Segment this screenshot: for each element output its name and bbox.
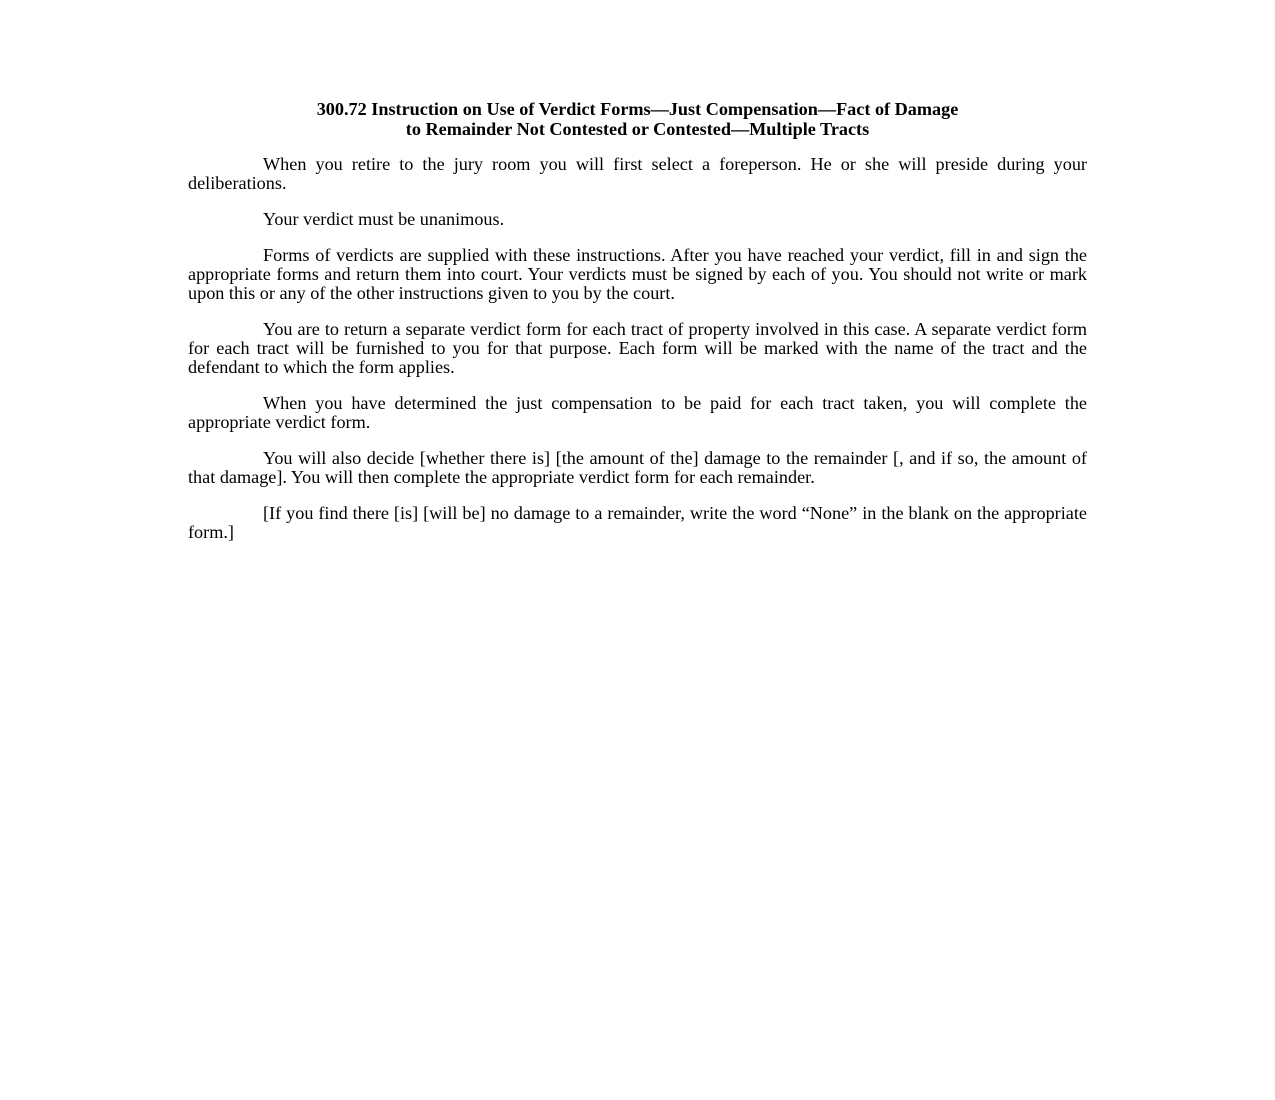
- paragraph-no-damage: [If you find there [is] [will be] no damage to a remainder, write the word “None” in the blank on the appropriate form.]: [188, 502, 1087, 542]
- document-page: [188, 100, 1087, 559]
- paragraph-unanimous: Your verdict must be unanimous.: [263, 208, 505, 229]
- title-line-2: to Remainder Not Contested or Contested—Multiple Tracts: [405, 118, 870, 139]
- title-line-1: 300.72 Instruction on Use of Verdict Forms—Just Compensation—Fact of Damage: [316, 99, 959, 119]
- document-title: [188, 100, 1087, 139]
- paragraph-forms-of-verdicts: Forms of verdicts are supplied with these instructions. After you have reached your verdict, fill in and sign the appropriate forms and return them into court. Your verdicts must be signed by each of you. You should not write or mark upon this or any of the other instructions given to you by the court.: [188, 244, 1087, 304]
- paragraph-remainder-damage: You will also decide [whether there is] [the amount of the] damage to the remainder [, and if so, the amount of that damage]. You will then complete the appropriate verdict form for each remainder.: [188, 447, 1087, 487]
- paragraph-just-compensation: When you have determined the just compensation to be paid for each tract taken, you will complete the appropriate verdict form.: [188, 392, 1087, 433]
- paragraph-separate-form: You are to return a separate verdict form for each tract of property involved in this case. A separate verdict form for each tract will be furnished to you for that purpose. Each form will be marked with the name of the tract and the defendant to which the form applies.: [188, 318, 1087, 378]
- paragraph-foreperson: When you retire to the jury room you will first select a foreperson. He or she will preside during your deliberations.: [188, 154, 1087, 194]
